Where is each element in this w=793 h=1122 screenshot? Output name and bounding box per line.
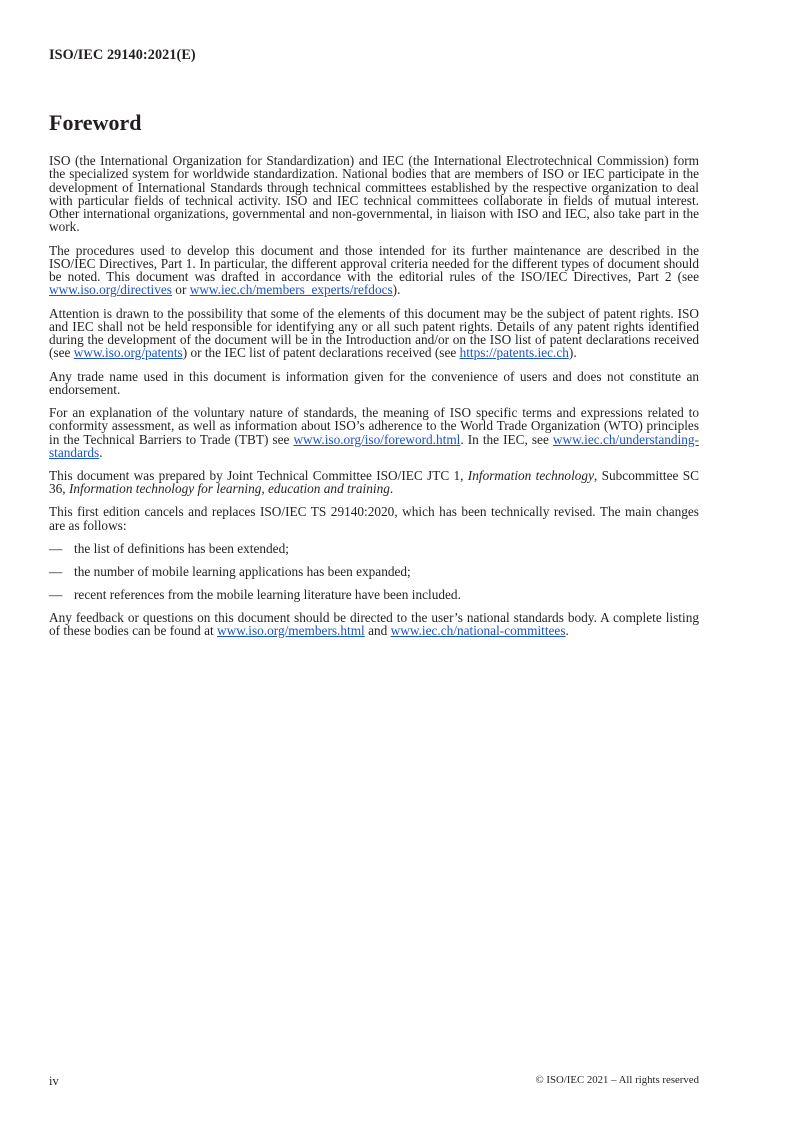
list-item (49, 542, 699, 555)
paragraph-text: ). (392, 282, 401, 298)
paragraph-text: and (364, 623, 391, 639)
paragraph-text: ) or the IEC list of patent declarations received (see (182, 345, 460, 361)
dash-bullet: — (49, 586, 63, 602)
paragraph-edition: This first edition cancels and replaces ISO/IEC TS 29140:2020, which has been technically revised. The main changes are as follows: (49, 504, 699, 533)
link-iso-members[interactable]: www.iso.org/members.html (217, 623, 365, 639)
paragraph-text: This document was prepared by Joint Technical Committee ISO/IEC JTC 1, (49, 467, 468, 483)
link-iec-patents[interactable]: https://patents.iec.ch (459, 345, 569, 361)
paragraph-voluntary-nature (49, 406, 699, 459)
list-item (49, 588, 699, 601)
paragraph-text: Attention is drawn to the possibility that some of the elements of this document may be the subject of patent rights. ISO and IEC shall not be held responsible for identifying any or all such patent rights. Details of any patent rights identified during the development of the document will be in the Introduction and/or on the ISO list of patent declarations received (see (49, 305, 699, 361)
paragraph-text: ). (568, 345, 577, 361)
link-iec-national-committees[interactable]: www.iec.ch/national-committees (390, 623, 566, 639)
subcommittee-title: Information technology for learning, education and training (68, 481, 390, 497)
paragraph-text: . (99, 444, 103, 460)
paragraph-feedback (49, 611, 699, 638)
link-iec-refdocs[interactable]: www.iec.ch/members_experts/refdocs (189, 282, 393, 298)
committee-title: Information technology (467, 467, 594, 483)
list-item-text: recent references from the mobile learning literature have been included. (74, 586, 461, 602)
paragraph-patent-rights (49, 307, 699, 360)
paragraph-text: The procedures used to develop this document and those intended for its further maintenance are described in the ISO/IEC Directives, Part 1. In particular, the different approval criteria needed for the different types of document should be noted. This document was drafted in accordance with the editorial rules of the ISO/IEC Directives, Part 2 (see (49, 242, 699, 285)
link-iso-directives[interactable]: www.iso.org/directives (49, 282, 172, 298)
page-number: iv (49, 1074, 59, 1088)
paragraph-trade-name: Any trade name used in this document is information given for the convenience of users and does not constitute an endorsement. (49, 368, 699, 397)
paragraph-prepared-by (49, 469, 699, 496)
paragraph-text: . In the IEC, see (460, 431, 553, 447)
dash-bullet: — (49, 540, 63, 556)
section-title: Foreword (49, 110, 142, 135)
link-iso-foreword[interactable]: www.iso.org/iso/foreword.html (293, 431, 461, 447)
paragraph-text: . (565, 623, 569, 639)
paragraph-text: or (171, 282, 190, 298)
link-iec-understanding-standards[interactable]: www.iec.ch/understanding-standards (49, 431, 699, 460)
paragraph-text: Any feedback or questions on this document should be directed to the user’s national standards body. A complete listing of these bodies can be found at (49, 609, 699, 639)
paragraph-procedures (49, 244, 699, 297)
list-item-text: the list of definitions has been extended; (74, 540, 289, 556)
document-id-header: ISO/IEC 29140:2021(E) (49, 47, 196, 63)
paragraph-text: , Subcommittee SC 36, (49, 467, 699, 497)
dash-bullet: — (49, 563, 63, 579)
paragraph-text: For an explanation of the voluntary nature of standards, the meaning of ISO specific terms and expressions related to conformity assessment, as well as information about ISO’s adherence to the World Trade Organization (WTO) principles in the Technical Barriers to Trade (TBT) see (49, 404, 699, 447)
link-iso-patents[interactable]: www.iso.org/patents (73, 345, 183, 361)
paragraph-iso-iec-intro: ISO (the International Organization for Standardization) and IEC (the International Electrotechnical Commission) form the specialized system for worldwide standardization. National bodies that are members of ISO or IEC participate in the development of International Standards through technical committees established by the respective organization to deal with particular fields of technical activity. ISO and IEC technical committees collaborate in fields of mutual interest. Other international organizations, governmental and non-governmental, in liaison with ISO and IEC, also take part in the work. (49, 153, 699, 235)
foreword-body (49, 154, 699, 638)
list-item-text: the number of mobile learning applications has been expanded; (74, 563, 411, 579)
list-item (49, 565, 699, 578)
copyright-notice: © ISO/IEC 2021 – All rights reserved (535, 1074, 699, 1086)
paragraph-text: . (389, 481, 394, 497)
